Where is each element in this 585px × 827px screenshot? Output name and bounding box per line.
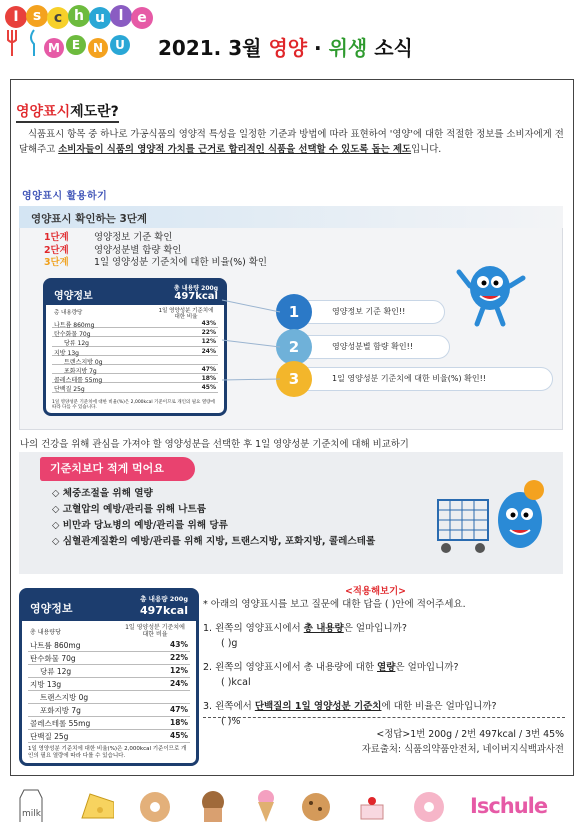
nutrient-name: 트랜스지방 0g — [40, 693, 89, 702]
nutrition-total: 총 내용량 200g — [140, 595, 188, 603]
nutrition-col-right: 1일 영양성분 기준치에 대한 비율 — [125, 624, 185, 638]
step-bubble — [285, 300, 445, 324]
q-underline: 총 내용량 — [303, 623, 344, 634]
nutrition-label-header — [46, 281, 224, 305]
nutrition-row — [52, 328, 218, 337]
menu-letter: M — [44, 38, 64, 58]
q-text: 은 얼마입니까? — [343, 623, 407, 634]
menu-letter: E — [66, 35, 86, 55]
section-title-red: 영양표시 — [16, 104, 71, 120]
quiz — [203, 597, 568, 729]
nutrient-name: 나트륨 860mg — [30, 641, 81, 650]
step-item — [44, 257, 267, 270]
nutrient-pct: 22% — [170, 653, 188, 662]
quiz-header: <적용해보기> — [345, 586, 406, 597]
step-bubble — [285, 367, 553, 391]
nutrition-total: 총 내용량 200g — [173, 285, 218, 292]
page-title — [158, 32, 413, 61]
nutrition-col-right: 1일 영양성분 기준치에 대한 비율 — [158, 308, 214, 320]
nutrient-name: 포화지방 7g — [40, 706, 81, 715]
less-eat-text: 심혈관계질환의 예방/관리를 위해 지방, 트랜스지방, 포화지방, 콜레스테롤 — [62, 536, 376, 547]
nutrient-name: 나트륨 860mg — [54, 322, 95, 329]
less-eat-item: ◇ 체중조절을 위해 열량 — [52, 488, 153, 499]
step-text: 영양성분별 함량 확인 — [94, 244, 182, 256]
step-text: 1일 영양성분 기준치에 대한 비율(%) 확인 — [94, 257, 267, 268]
nutrition-row — [28, 652, 190, 665]
title-hygiene: 위생 — [328, 36, 368, 60]
quiz-answer-blank[interactable]: ( )kcal — [221, 677, 251, 688]
step-bubble-num: 2 — [276, 329, 312, 365]
nutrient-pct: 18% — [170, 718, 188, 727]
step-item — [44, 245, 267, 258]
nutrient-pct: 18% — [201, 375, 216, 383]
nutrition-row — [52, 356, 218, 365]
donut-icon — [138, 790, 172, 824]
quiz-answer-blank[interactable]: ( )% — [221, 716, 241, 727]
step-bubble-num: 3 — [276, 361, 312, 397]
quiz-answer-blank[interactable]: ( )g — [221, 638, 238, 649]
logo-letter: h — [68, 5, 90, 27]
logo — [0, 0, 150, 60]
q-text: 2. 왼쪽의 영양표시에서 총 내용량에 대한 — [203, 662, 378, 673]
intro-end: 입니다. — [411, 144, 442, 155]
nutrition-row — [28, 717, 190, 730]
nutrition-row — [52, 383, 218, 392]
step-item — [44, 232, 267, 245]
nutrient-pct: 45% — [201, 384, 216, 392]
nutrient-name: 당류 12g — [40, 667, 72, 676]
logo-letter: I — [5, 6, 27, 28]
answer-text: <정답>1번 200g / 2번 497kcal / 3번 45% — [376, 729, 564, 740]
nutrient-pct: 24% — [170, 679, 188, 688]
nutrition-label-title: 영양정보 — [54, 291, 93, 302]
menu-letter: U — [110, 35, 130, 55]
logo-letter: s — [26, 5, 48, 27]
nutrient-name: 콜레스테롤 55mg — [54, 377, 103, 385]
connector-lines — [220, 290, 300, 390]
quiz-question — [203, 621, 568, 636]
cart-mascot-icon — [428, 470, 553, 570]
nutrient-pct: 43% — [201, 320, 216, 327]
nutrition-label-title: 영양정보 — [30, 602, 73, 615]
compare-text: 나의 건강을 위해 관심을 가져야 할 영양성분을 선택한 후 1일 영양성분 기준치에 대해 비교하기 — [20, 439, 409, 450]
nutrition-row — [28, 691, 190, 704]
less-eat-list — [52, 486, 375, 550]
intro-text: 식품표시 항목 중 하나로 가공식품의 영양적 특성을 일정한 기준과 방법에 따라 표현하여 '영양'에 대한 적절한 정보를 소비자에게 전달해주고 — [19, 129, 564, 155]
title-nutrition: 영양 — [268, 36, 308, 60]
nutrient-pct: 45% — [170, 731, 188, 740]
nutrition-row — [52, 374, 218, 383]
nutrient-pct: 12% — [170, 666, 188, 675]
title-suffix: 소식 — [367, 36, 413, 60]
q-underline: 단백질의 1일 영양성분 기준치 — [254, 701, 382, 712]
q-text: 은 얼마입니까? — [395, 662, 459, 673]
nutrition-row — [52, 347, 218, 356]
less-eat-item: ◇ 고혈압의 예방/관리를 위해 나트륨 — [52, 504, 206, 515]
title-dot: · — [307, 36, 329, 60]
usage-title: 영양표시 활용하기 — [22, 191, 108, 202]
infographic-header-text: 영양표시 확인하는 3단계 — [31, 213, 148, 225]
step-bubble-text: 1일 영양성분 기준치에 대한 비율(%) 확인!! — [332, 374, 486, 383]
quiz-question — [203, 660, 568, 675]
nutrition-row — [28, 665, 190, 678]
cookie-icon — [300, 791, 334, 825]
cake-icon — [357, 791, 391, 825]
nutrition-row — [28, 704, 190, 717]
nutrition-footnote: 1일 영양성분 기준치에 대한 비율(%)은 2,000kcal 기준이므로 개인의 필요 열량에 따라 다를 수 있습니다. — [28, 746, 187, 759]
answer-block — [320, 727, 564, 757]
cutlery-icon — [4, 28, 48, 58]
section-title-rest: 제도란? — [70, 104, 119, 120]
nutrition-kcal: 497kcal — [140, 604, 188, 617]
nutrient-pct: 22% — [201, 329, 216, 337]
nutrient-name: 포화지방 7g — [64, 368, 97, 375]
step-num: 2단계 — [44, 244, 69, 256]
nutrition-row — [52, 365, 218, 374]
step-num: 3단계 — [44, 257, 69, 268]
nutrient-name: 콜레스테롤 55mg — [30, 719, 91, 728]
milk-icon — [14, 788, 48, 822]
q-text: 1. 왼쪽의 영양표시에서 — [203, 623, 304, 634]
divider — [203, 717, 565, 718]
nutrition-label — [19, 588, 199, 766]
step-text: 영양정보 기준 확인 — [94, 232, 173, 243]
nutrition-col-left: 총 내용량당 — [54, 310, 83, 316]
nutrient-name: 트랜스지방 0g — [64, 358, 103, 366]
cheese-icon — [80, 790, 114, 824]
nutrient-pct: 47% — [170, 705, 188, 714]
step-num: 1단계 — [44, 232, 69, 243]
nutrition-kcal: 497kcal — [174, 291, 218, 302]
nutrition-col-left: 총 내용량당 — [30, 629, 61, 636]
nutrient-name: 지방 13g — [54, 349, 79, 357]
q-text: 에 대한 비율은 얼마입니까? — [381, 701, 497, 712]
logo-letter: u — [89, 7, 111, 29]
q-text: 3. 왼쪽에서 — [203, 701, 255, 712]
step-list — [44, 232, 267, 270]
less-eat-text: 고혈압의 예방/관리를 위해 나트륨 — [62, 504, 206, 515]
less-eat-tab: 기준치보다 적게 먹어요 — [40, 457, 195, 481]
nutrition-row — [28, 678, 190, 691]
nutrient-name: 지방 13g — [30, 680, 62, 689]
menu-letter: N — [88, 38, 108, 58]
nutrition-row — [28, 639, 190, 652]
q-underline: 열량 — [377, 662, 396, 673]
nutrient-pct: 43% — [170, 640, 188, 649]
mascot-icon — [455, 258, 530, 328]
source-text: 자료출처: 식품의약품안전처, 네이버지식백과사전 — [361, 744, 564, 755]
section-title — [16, 101, 119, 123]
less-eat-text: 비만과 당뇨병의 예방/관리를 위해 당류 — [62, 520, 228, 531]
step-bubble-text: 영양정보 기준 확인!! — [332, 307, 406, 316]
nutrition-label-header — [22, 591, 196, 621]
nutrition-label — [43, 278, 227, 416]
title-date: 2021. 3월 — [158, 36, 269, 60]
step-bubble-text: 영양성분별 함량 확인!! — [332, 342, 414, 351]
nutrient-pct: 12% — [201, 338, 216, 346]
milk-text: milk — [22, 809, 41, 819]
less-eat-text: 체중조절을 위해 열량 — [62, 488, 153, 499]
nutrition-row — [52, 337, 218, 346]
nutrient-pct: 47% — [201, 366, 216, 373]
nutrition-row — [28, 730, 190, 743]
intro-paragraph — [19, 127, 564, 157]
quiz-instruction: * 아래의 영양표시를 보고 질문에 대한 답을 ( )안에 적어주세요. — [203, 599, 466, 610]
quiz-question — [203, 699, 568, 714]
nutrition-row — [52, 319, 218, 328]
ice-cream-icon — [252, 788, 286, 822]
less-eat-item: ◇ 비만과 당뇨병의 예방/관리를 위해 당류 — [52, 520, 228, 531]
nutrition-footnote: 1일 영양성분 기준치에 대한 비율(%)은 2,000kcal 기준이므로 개인의 필요 열량에 따라 다를 수 있습니다. — [52, 400, 215, 410]
nutrient-name: 단백질 25g — [54, 386, 85, 394]
infographic-header — [19, 206, 563, 228]
footer — [0, 786, 585, 827]
intro-underline: 소비자들이 식품의 영양적 가치를 근거로 합리적인 식품을 선택할 수 있도록 돕는 제도 — [58, 144, 412, 155]
nutrient-name: 탄수화물 70g — [54, 331, 91, 339]
nutrient-pct: 24% — [201, 347, 216, 355]
nutrient-name: 당류 12g — [64, 340, 89, 348]
muffin-icon — [198, 790, 232, 824]
brand-logo: Ischule — [470, 794, 548, 818]
logo-letter: e — [131, 7, 153, 29]
less-eat-item: ◇ 심혈관계질환의 예방/관리를 위해 지방, 트랜스지방, 포화지방, 콜레스테롤 — [52, 536, 376, 547]
nutrient-name: 단백질 25g — [30, 732, 69, 741]
step-bubble — [285, 335, 450, 359]
logo-letter: c — [47, 7, 69, 29]
logo-letter: l — [110, 5, 132, 27]
donut-icon — [412, 790, 446, 824]
step-bubble-num: 1 — [276, 294, 312, 330]
nutrient-name: 탄수화물 70g — [30, 654, 76, 663]
